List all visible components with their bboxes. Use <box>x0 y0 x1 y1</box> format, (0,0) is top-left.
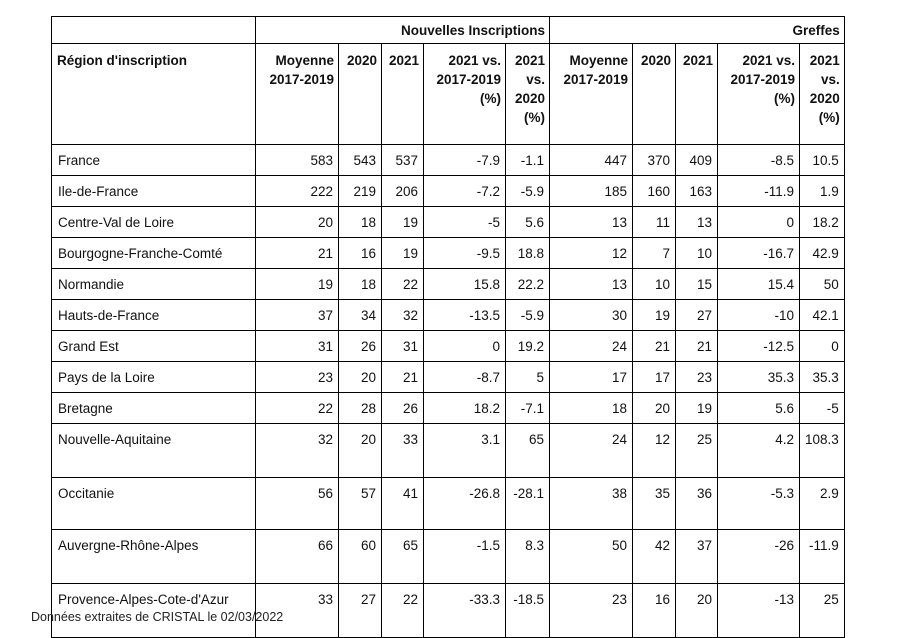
col-header-ins-moyenne: Moyenne 2017-2019 <box>256 44 339 145</box>
cell-ins-2020: 16 <box>339 238 382 269</box>
cell-region: Grand Est <box>52 331 256 362</box>
cell-gre-moy: 50 <box>550 530 633 584</box>
cell-region: Provence-Alpes-Cote-d'Azur <box>52 584 256 638</box>
cell-gre-vs2020: 18.2 <box>800 207 845 238</box>
cell-ins-vs1719: 0 <box>424 331 506 362</box>
table-row <box>52 207 845 238</box>
cell-gre-moy: 38 <box>550 478 633 530</box>
cell-gre-2021: 15 <box>676 269 718 300</box>
col-header-gre-vs-2020: 2021 vs. 2020 (%) <box>800 44 845 145</box>
cell-ins-vs1719: -8.7 <box>424 362 506 393</box>
cell-gre-2020: 160 <box>633 176 676 207</box>
cell-gre-2020: 35 <box>633 478 676 530</box>
cell-region: Bourgogne-Franche-Comté <box>52 238 256 269</box>
cell-ins-vs1719: -13.5 <box>424 300 506 331</box>
cell-ins-vs2020: -5.9 <box>506 300 550 331</box>
cell-region: Pays de la Loire <box>52 362 256 393</box>
cell-ins-vs2020: -7.1 <box>506 393 550 424</box>
cell-ins-2020: 26 <box>339 331 382 362</box>
col-header-gre-vs-2017-2019: 2021 vs. 2017-2019 (%) <box>718 44 800 145</box>
cell-gre-2020: 370 <box>633 145 676 176</box>
cell-ins-vs1719: -26.8 <box>424 478 506 530</box>
cell-ins-vs1719: 15.8 <box>424 269 506 300</box>
cell-gre-2021: 19 <box>676 393 718 424</box>
cell-gre-vs1719: -16.7 <box>718 238 800 269</box>
table-row <box>52 269 845 300</box>
cell-gre-vs2020: 0 <box>800 331 845 362</box>
cell-ins-moy: 20 <box>256 207 339 238</box>
cell-gre-2021: 37 <box>676 530 718 584</box>
cell-region: Occitanie <box>52 478 256 530</box>
cell-gre-2021: 27 <box>676 300 718 331</box>
table-row <box>52 362 845 393</box>
cell-ins-vs1719: 3.1 <box>424 424 506 478</box>
cell-gre-vs2020: 10.5 <box>800 145 845 176</box>
cell-ins-2020: 18 <box>339 207 382 238</box>
cell-gre-2021: 20 <box>676 584 718 638</box>
cell-ins-moy: 37 <box>256 300 339 331</box>
cell-gre-moy: 17 <box>550 362 633 393</box>
cell-gre-2020: 17 <box>633 362 676 393</box>
cell-ins-2020: 34 <box>339 300 382 331</box>
cell-ins-2020: 27 <box>339 584 382 638</box>
cell-gre-2021: 25 <box>676 424 718 478</box>
cell-gre-moy: 13 <box>550 207 633 238</box>
cell-gre-vs1719: -5.3 <box>718 478 800 530</box>
cell-ins-moy: 222 <box>256 176 339 207</box>
cell-ins-vs2020: 5 <box>506 362 550 393</box>
cell-ins-2020: 28 <box>339 393 382 424</box>
cell-ins-vs2020: -5.9 <box>506 176 550 207</box>
table-row <box>52 145 845 176</box>
cell-gre-vs2020: -5 <box>800 393 845 424</box>
table-row <box>52 300 845 331</box>
cell-ins-2020: 57 <box>339 478 382 530</box>
cell-gre-vs2020: 1.9 <box>800 176 845 207</box>
cell-ins-vs2020: 19.2 <box>506 331 550 362</box>
cell-ins-vs1719: -33.3 <box>424 584 506 638</box>
cell-gre-2021: 409 <box>676 145 718 176</box>
table-row <box>52 331 845 362</box>
cell-ins-vs2020: 8.3 <box>506 530 550 584</box>
cell-ins-moy: 31 <box>256 331 339 362</box>
cell-gre-2020: 20 <box>633 393 676 424</box>
cell-gre-2020: 10 <box>633 269 676 300</box>
cell-ins-2021: 33 <box>382 424 424 478</box>
cell-gre-2020: 19 <box>633 300 676 331</box>
cell-ins-2020: 543 <box>339 145 382 176</box>
cell-ins-vs1719: -5 <box>424 207 506 238</box>
cell-ins-moy: 23 <box>256 362 339 393</box>
cell-ins-2021: 22 <box>382 584 424 638</box>
cell-gre-2020: 12 <box>633 424 676 478</box>
cell-gre-vs2020: 108.3 <box>800 424 845 478</box>
cell-gre-2020: 11 <box>633 207 676 238</box>
col-header-region: Région d'inscription <box>52 44 256 145</box>
cell-gre-vs1719: 35.3 <box>718 362 800 393</box>
cell-ins-vs1719: -1.5 <box>424 530 506 584</box>
cell-ins-2021: 22 <box>382 269 424 300</box>
cell-gre-moy: 24 <box>550 331 633 362</box>
table-body <box>52 145 845 638</box>
cell-ins-vs2020: -18.5 <box>506 584 550 638</box>
cell-gre-vs1719: -10 <box>718 300 800 331</box>
cell-gre-vs1719: 5.6 <box>718 393 800 424</box>
cell-gre-moy: 24 <box>550 424 633 478</box>
cell-gre-moy: 12 <box>550 238 633 269</box>
cell-gre-moy: 447 <box>550 145 633 176</box>
cell-ins-vs2020: 18.8 <box>506 238 550 269</box>
col-header-gre-2021: 2021 <box>676 44 718 145</box>
regional-data-table <box>51 16 845 638</box>
cell-ins-2021: 41 <box>382 478 424 530</box>
cell-gre-vs2020: 42.9 <box>800 238 845 269</box>
cell-ins-vs2020: 22.2 <box>506 269 550 300</box>
cell-ins-2020: 219 <box>339 176 382 207</box>
cell-gre-moy: 23 <box>550 584 633 638</box>
col-header-ins-2021: 2021 <box>382 44 424 145</box>
cell-gre-vs1719: 15.4 <box>718 269 800 300</box>
group-header-row <box>52 17 845 44</box>
table-row <box>52 478 845 530</box>
cell-gre-vs2020: 50 <box>800 269 845 300</box>
cell-ins-2020: 20 <box>339 362 382 393</box>
cell-ins-vs1719: -7.2 <box>424 176 506 207</box>
col-header-gre-2020: 2020 <box>633 44 676 145</box>
cell-gre-vs2020: -11.9 <box>800 530 845 584</box>
cell-region: Ile-de-France <box>52 176 256 207</box>
cell-ins-moy: 33 <box>256 584 339 638</box>
cell-gre-vs2020: 2.9 <box>800 478 845 530</box>
group-header-inscriptions: Nouvelles Inscriptions <box>256 17 550 44</box>
cell-ins-2021: 32 <box>382 300 424 331</box>
cell-gre-vs1719: -26 <box>718 530 800 584</box>
cell-ins-vs2020: 65 <box>506 424 550 478</box>
cell-gre-vs1719: 4.2 <box>718 424 800 478</box>
cell-ins-2021: 19 <box>382 207 424 238</box>
cell-ins-vs1719: 18.2 <box>424 393 506 424</box>
cell-ins-2021: 21 <box>382 362 424 393</box>
table-row <box>52 424 845 478</box>
cell-gre-2020: 21 <box>633 331 676 362</box>
column-header-row <box>52 44 845 145</box>
cell-region: Hauts-de-France <box>52 300 256 331</box>
cell-ins-2020: 20 <box>339 424 382 478</box>
cell-ins-moy: 22 <box>256 393 339 424</box>
cell-gre-2021: 36 <box>676 478 718 530</box>
cell-region: Auvergne-Rhône-Alpes <box>52 530 256 584</box>
cell-gre-vs2020: 42.1 <box>800 300 845 331</box>
cell-ins-moy: 583 <box>256 145 339 176</box>
cell-ins-vs2020: -1.1 <box>506 145 550 176</box>
cell-ins-2021: 31 <box>382 331 424 362</box>
col-header-ins-vs-2017-2019: 2021 vs. 2017-2019 (%) <box>424 44 506 145</box>
col-header-gre-moyenne: Moyenne 2017-2019 <box>550 44 633 145</box>
col-header-ins-2020: 2020 <box>339 44 382 145</box>
cell-gre-2021: 23 <box>676 362 718 393</box>
table-row <box>52 176 845 207</box>
cell-gre-moy: 30 <box>550 300 633 331</box>
group-header-greffes: Greffes <box>550 17 845 44</box>
cell-region: Nouvelle-Aquitaine <box>52 424 256 478</box>
cell-gre-2021: 163 <box>676 176 718 207</box>
cell-gre-2021: 13 <box>676 207 718 238</box>
cell-gre-vs1719: -8.5 <box>718 145 800 176</box>
cell-gre-vs1719: -12.5 <box>718 331 800 362</box>
cell-gre-moy: 13 <box>550 269 633 300</box>
cell-gre-vs1719: -11.9 <box>718 176 800 207</box>
cell-ins-2021: 65 <box>382 530 424 584</box>
cell-ins-2021: 19 <box>382 238 424 269</box>
cell-region: France <box>52 145 256 176</box>
group-header-blank <box>52 17 256 44</box>
cell-ins-2021: 537 <box>382 145 424 176</box>
cell-gre-vs1719: -13 <box>718 584 800 638</box>
cell-ins-vs1719: -7.9 <box>424 145 506 176</box>
cell-gre-vs2020: 25 <box>800 584 845 638</box>
cell-ins-moy: 32 <box>256 424 339 478</box>
cell-region: Normandie <box>52 269 256 300</box>
cell-ins-moy: 66 <box>256 530 339 584</box>
cell-gre-2020: 7 <box>633 238 676 269</box>
table-row <box>52 393 845 424</box>
cell-ins-moy: 21 <box>256 238 339 269</box>
cell-ins-2021: 206 <box>382 176 424 207</box>
cell-ins-vs2020: -28.1 <box>506 478 550 530</box>
cell-ins-moy: 56 <box>256 478 339 530</box>
cell-gre-2020: 16 <box>633 584 676 638</box>
cell-gre-moy: 18 <box>550 393 633 424</box>
cell-ins-vs2020: 5.6 <box>506 207 550 238</box>
cell-ins-2021: 26 <box>382 393 424 424</box>
cell-gre-vs2020: 35.3 <box>800 362 845 393</box>
cell-gre-2021: 21 <box>676 331 718 362</box>
cell-gre-moy: 185 <box>550 176 633 207</box>
footnote: Données extraites de CRISTAL le 02/03/2022 <box>31 610 284 624</box>
cell-ins-moy: 19 <box>256 269 339 300</box>
cell-gre-2021: 10 <box>676 238 718 269</box>
table-row <box>52 530 845 584</box>
cell-ins-2020: 60 <box>339 530 382 584</box>
cell-ins-2020: 18 <box>339 269 382 300</box>
cell-ins-vs1719: -9.5 <box>424 238 506 269</box>
cell-region: Bretagne <box>52 393 256 424</box>
table-row <box>52 238 845 269</box>
col-header-ins-vs-2020: 2021 vs. 2020 (%) <box>506 44 550 145</box>
cell-gre-2020: 42 <box>633 530 676 584</box>
cell-region: Centre-Val de Loire <box>52 207 256 238</box>
cell-gre-vs1719: 0 <box>718 207 800 238</box>
